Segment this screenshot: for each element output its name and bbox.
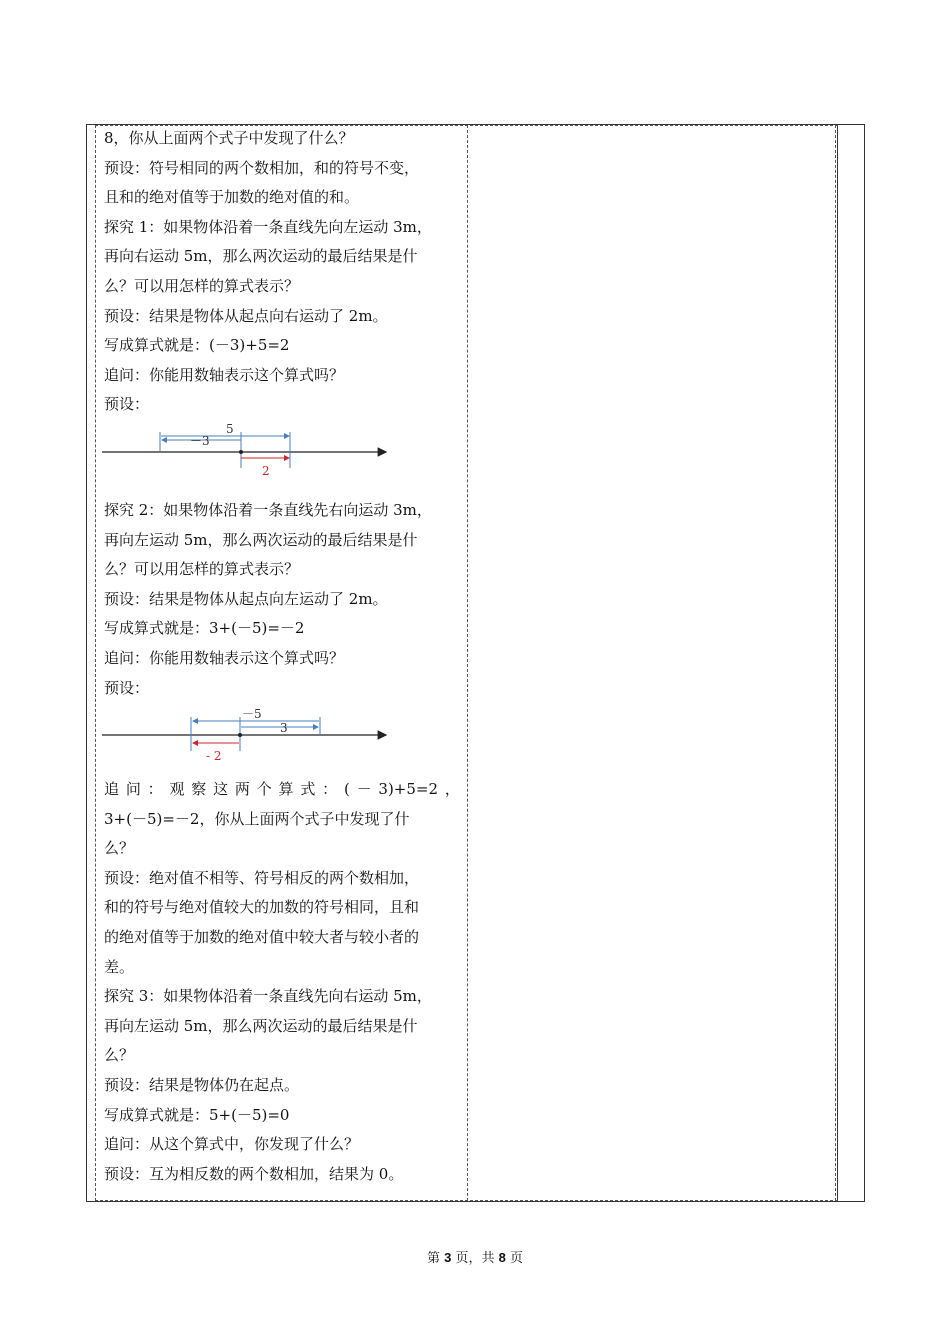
footer-page-number: 3: [444, 1250, 452, 1265]
text-line: 么？可以用怎样的算式表示？: [104, 560, 300, 579]
text-line: 预设：互为相反数的两个数相加，结果为 0。: [104, 1164, 404, 1183]
text-line: 差。: [104, 957, 135, 976]
label-minus5: －5: [242, 707, 262, 722]
text-line: 追问：你能用数轴表示这个算式吗？: [104, 365, 345, 384]
text-line: 预设：结果是物体仍在起点。: [104, 1076, 300, 1095]
lesson-content: [104, 124, 460, 1189]
label-5: 5: [226, 421, 234, 436]
text-segment: 个: [256, 780, 272, 799]
text-segment: 察: [191, 780, 207, 799]
text-segment: (: [343, 780, 350, 799]
table-dashed-bottom: [95, 1200, 838, 1201]
text-line: 探究 3：如果物体沿着一条直线先向右运动 5m，: [104, 987, 432, 1006]
text-line: 探究 2：如果物体沿着一条直线先右向运动 3m，: [104, 500, 432, 519]
text-line: 8，你从上面两个式子中发现了什么？: [104, 129, 354, 147]
footer-prefix: 第: [426, 1251, 440, 1266]
text-segment: 式: [300, 780, 316, 799]
text-line: 么？: [104, 1046, 135, 1065]
label-2: 2: [262, 463, 270, 478]
footer-middle: 页，共: [455, 1251, 495, 1266]
text-line: 的绝对值等于加数的绝对值中较大者与较小者的: [104, 928, 420, 947]
number-line-diagram-2: [104, 703, 460, 763]
text-segment: 算: [278, 780, 294, 799]
number-line-2: [102, 703, 402, 763]
section-explore-3: [104, 805, 460, 1190]
label-3: 3: [280, 721, 288, 736]
number-line-diagram-1: [104, 420, 460, 478]
text-segment: ：: [147, 780, 163, 799]
text-line: 预设：结果是物体从起点向右运动了 2m。: [104, 306, 388, 325]
text-line: 追问：从这个算式中，你发现了什么？: [104, 1135, 360, 1154]
text-line: 探究 1：如果物体沿着一条直线先向左运动 3m，: [104, 217, 432, 236]
followup-question-line: [104, 775, 460, 805]
text-segment: ：: [322, 780, 338, 799]
text-line: 再向左运动 5m，那么两次运动的最后结果是什: [104, 530, 418, 549]
text-line: 预设：绝对值不相等、符号相反的两个数相加，: [104, 868, 420, 887]
text-segment: 问: [125, 780, 141, 799]
section-explore-2: [104, 496, 460, 703]
origin-dot: [238, 733, 242, 737]
text-line: 预设：结果是物体从起点向左运动了 2m。: [104, 589, 388, 608]
text-line: 3+(－5)=－2，你从上面两个式子中发现了什: [104, 809, 410, 828]
label-minus2: - 2: [206, 749, 222, 764]
text-line: 且和的绝对值等于加数的绝对值的和。: [104, 188, 360, 207]
text-segment: 两: [234, 780, 250, 799]
text-line: 么？可以用怎样的算式表示？: [104, 276, 300, 295]
table-dashed-divider: [467, 125, 468, 1201]
text-line: 预设：符号相同的两个数相加，和的符号不变，: [104, 158, 420, 177]
number-line-1: [102, 420, 402, 478]
text-segment: 追: [104, 780, 120, 799]
footer-suffix: 页: [510, 1251, 524, 1266]
text-line: 写成算式就是：(－3)+5=2: [104, 336, 290, 355]
footer-total-pages: 8: [498, 1250, 506, 1265]
label-minus3: －3: [190, 433, 210, 448]
text-line: 和的符号与绝对值较大的加数的符号相同，且和: [104, 898, 420, 917]
section-explore-1: [104, 124, 460, 420]
text-line: 再向右运动 5m，那么两次运动的最后结果是什: [104, 247, 418, 266]
text-segment: 这: [213, 780, 229, 799]
text-segment: ，: [444, 780, 460, 799]
text-line: 预设：: [104, 395, 150, 414]
table-column-border: [837, 125, 838, 1201]
text-line: 再向左运动 5m，那么两次运动的最后结果是什: [104, 1016, 418, 1035]
table-dashed-border-right: [835, 125, 836, 1201]
text-line: 写成算式就是：3+(－5)=－2: [104, 619, 305, 638]
text-segment: 3)+5=2: [378, 780, 439, 799]
table-dashed-border-left: [95, 125, 96, 1201]
text-line: 追问：你能用数轴表示这个算式吗？: [104, 648, 345, 667]
text-segment: 观: [169, 780, 185, 799]
text-line: 么？: [104, 839, 135, 858]
text-segment: －: [356, 780, 372, 799]
page-footer: [0, 1247, 950, 1266]
text-line: 预设：: [104, 678, 150, 697]
text-line: 写成算式就是：5+(－5)=0: [104, 1105, 290, 1124]
origin-dot: [239, 450, 243, 454]
